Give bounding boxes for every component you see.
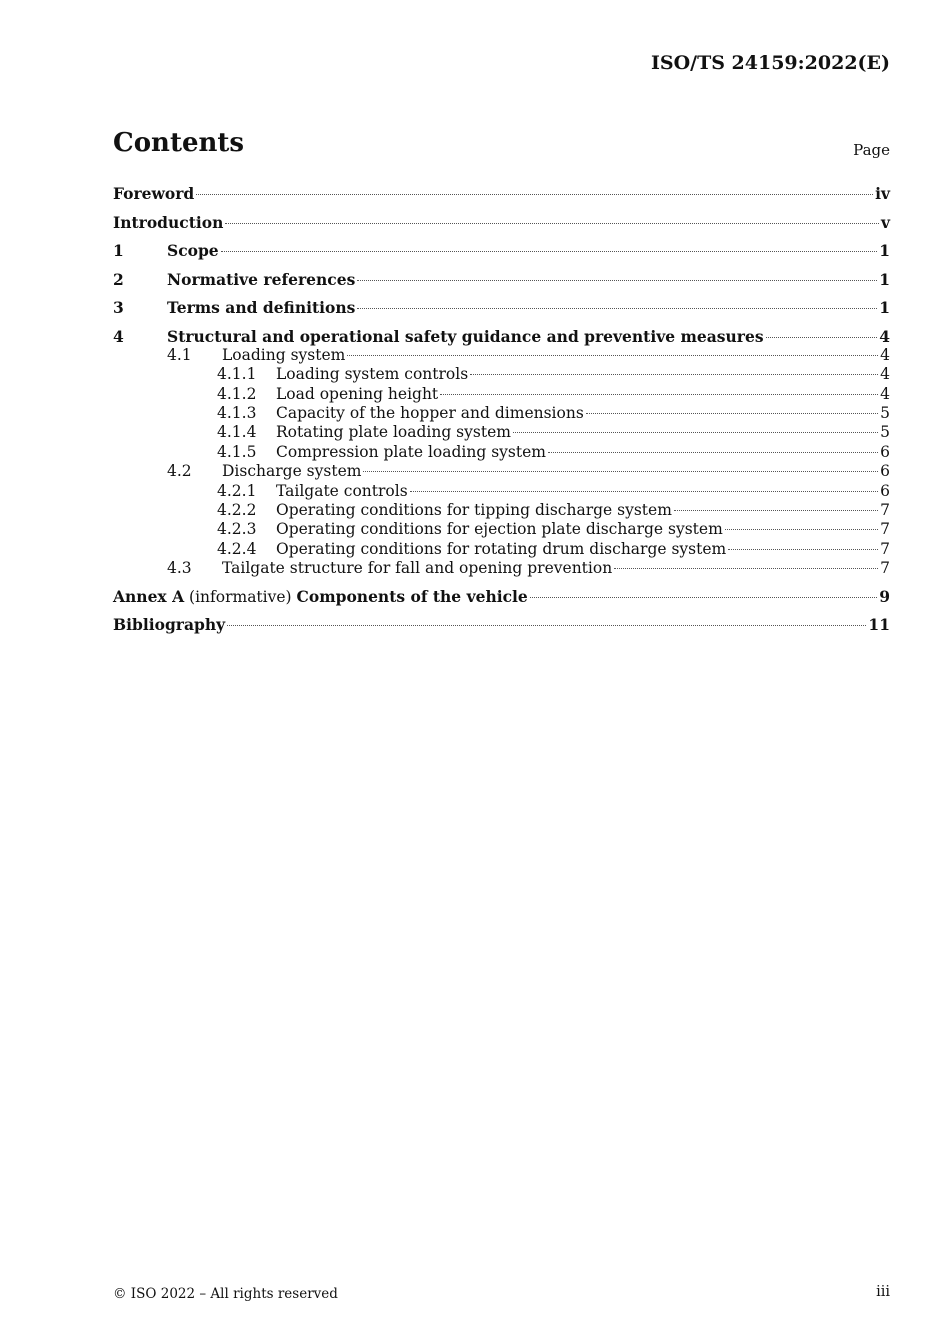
toc-number: 3 (113, 298, 124, 317)
toc-page: 4 (880, 345, 890, 364)
toc-number: 4.1.1 (217, 365, 257, 384)
toc-page: 7 (880, 539, 890, 558)
toc-number: 4.1 (167, 345, 192, 364)
page-column-label: Page (853, 141, 890, 159)
toc-entry-normative-references[interactable] (113, 270, 890, 299)
toc-number: 4.1.5 (217, 442, 257, 461)
toc-number: 4.2.4 (217, 539, 257, 558)
toc-title: Load opening height (276, 384, 439, 403)
toc-page: 1 (879, 298, 890, 317)
toc-number: 4.2.2 (217, 501, 257, 520)
spacer (113, 579, 890, 587)
dot-leader (586, 413, 878, 414)
annex-designation (184, 588, 296, 606)
toc-title: Tailgate controls (276, 481, 408, 500)
toc-page: 7 (880, 520, 890, 539)
toc-title: Structural and operational safety guidance and preventive measures (167, 326, 764, 346)
toc-title: Loading system (222, 345, 346, 364)
toc-number: 4.2.3 (217, 520, 257, 539)
toc-page: 6 (880, 442, 890, 461)
toc-entry-4-1[interactable] (113, 346, 890, 365)
toc-number: 4.1.2 (217, 384, 257, 403)
toc-entry-annex-a[interactable] (113, 587, 890, 616)
toc-entry-4-2-4[interactable] (113, 540, 890, 559)
toc-title: Rotating plate loading system (276, 423, 511, 442)
toc-number: 4.1.4 (217, 423, 257, 442)
toc-entry-structural-safety[interactable] (113, 327, 890, 346)
toc-page: 9 (879, 586, 890, 606)
dot-leader (470, 374, 878, 375)
dot-leader (530, 597, 877, 598)
toc-page: iv (875, 184, 890, 203)
toc-title: Introduction (113, 212, 224, 232)
dot-leader (410, 491, 878, 492)
toc-entry-terms-definitions[interactable] (113, 298, 890, 327)
toc-title: Discharge system (222, 462, 362, 481)
toc-title: Operating conditions for ejection plate discharge system (276, 520, 723, 539)
toc-number: 2 (113, 269, 124, 289)
toc-entry-4-2-3[interactable] (113, 520, 890, 539)
copyright-notice: © ISO 2022 – All rights reserved (113, 1286, 338, 1302)
toc-page: v (880, 212, 890, 232)
toc-entry-4-1-5[interactable] (113, 443, 890, 462)
toc-number: 4.1.3 (217, 404, 257, 423)
dot-leader (548, 452, 878, 453)
toc-title: Terms and definitions (167, 298, 356, 317)
toc-title: Compression plate loading system (276, 442, 546, 461)
toc-title: Normative references (167, 269, 356, 289)
dot-leader (357, 280, 877, 281)
dot-leader (347, 355, 878, 356)
toc-number: 4 (113, 326, 124, 346)
dot-leader (513, 432, 878, 433)
toc-number: 4.2 (167, 462, 192, 481)
dot-leader (225, 223, 879, 224)
page-number: iii (876, 1284, 890, 1300)
toc-page: 4 (880, 365, 890, 384)
toc-number: 4.3 (167, 559, 192, 578)
toc-page: 1 (879, 269, 890, 289)
toc-entry-introduction[interactable] (113, 213, 890, 242)
toc-entry-4-1-3[interactable] (113, 404, 890, 423)
toc-title: Foreword (113, 184, 195, 203)
toc-title: Scope (167, 241, 219, 260)
dot-leader (766, 337, 878, 338)
toc-number: 4.2.1 (217, 481, 257, 500)
toc-page: 6 (880, 462, 890, 481)
toc-page: 5 (880, 404, 890, 423)
toc-entry-4-2-2[interactable] (113, 501, 890, 520)
contents-title: Contents (113, 128, 245, 158)
toc-entry-4-1-2[interactable] (113, 385, 890, 404)
table-of-contents (113, 184, 890, 644)
toc-page: 4 (879, 326, 890, 346)
toc-entry-4-3[interactable] (113, 559, 890, 578)
toc-entry-4-2[interactable] (113, 462, 890, 481)
toc-title: Operating conditions for rotating drum discharge system (276, 539, 727, 558)
dot-leader (196, 194, 873, 195)
toc-page: 1 (879, 241, 890, 260)
toc-page: 11 (868, 615, 890, 635)
toc-entry-4-2-1[interactable] (113, 482, 890, 501)
toc-number: 1 (113, 241, 124, 260)
dot-leader (725, 529, 878, 530)
toc-title: Loading system controls (276, 365, 469, 384)
document-id: ISO/TS 24159:2022(E) (650, 52, 890, 74)
toc-title: Components of the vehicle (296, 586, 528, 606)
dot-leader (227, 625, 866, 626)
dot-leader (440, 394, 878, 395)
dot-leader (728, 549, 878, 550)
dot-leader (674, 510, 878, 511)
toc-title: Bibliography (113, 615, 226, 635)
dot-leader (363, 471, 878, 472)
toc-title: Operating conditions for tipping discharge system (276, 501, 672, 520)
dot-leader (357, 308, 877, 309)
toc-entry-scope[interactable] (113, 241, 890, 270)
toc-page: 4 (880, 384, 890, 403)
toc-title: Capacity of the hopper and dimensions (276, 404, 584, 423)
toc-entry-bibliography[interactable] (113, 615, 890, 644)
toc-title: Tailgate structure for fall and opening prevention (222, 559, 613, 578)
dot-leader (614, 568, 878, 569)
toc-entry-foreword[interactable] (113, 184, 890, 213)
toc-page: 7 (880, 559, 890, 578)
toc-page: 6 (880, 481, 890, 500)
toc-entry-4-1-1[interactable] (113, 365, 890, 384)
annex-label: Annex A (113, 586, 185, 606)
toc-entry-4-1-4[interactable] (113, 423, 890, 442)
annex-designation-text: (informative) (189, 587, 292, 606)
toc-page: 5 (880, 423, 890, 442)
dot-leader (221, 251, 878, 252)
toc-page: 7 (880, 501, 890, 520)
